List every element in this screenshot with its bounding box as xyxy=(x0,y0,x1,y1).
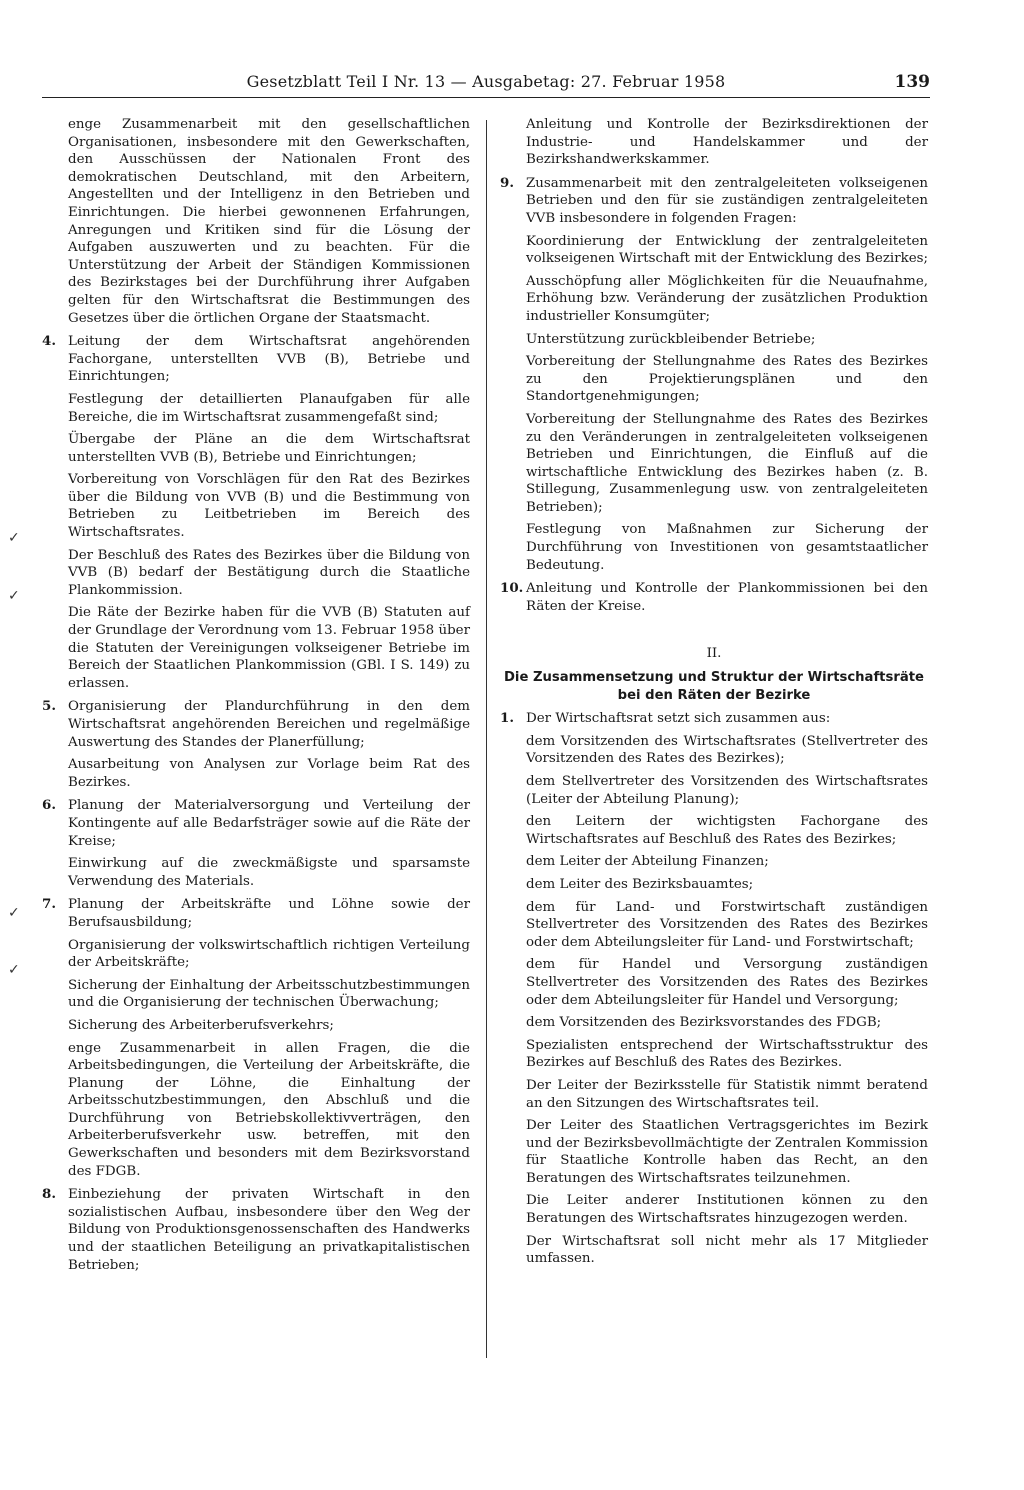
paragraph-text: Vorbereitung von Vorschlägen für den Rat des Bezirkes über die Bildung von VVB (B) und die Bestimmung von Betrieben zu Leitbetrieben im Bereich des Wirtschaftsrates. xyxy=(68,472,470,541)
paragraph-text: Anleitung und Kontrolle der Bezirksdirektionen der Industrie- und Handelskammer und der Bezirkshandwerkskammer. xyxy=(526,117,928,168)
paragraph-text: Festlegung der detaillierten Planaufgaben für alle Bereiche, die im Wirtschaftsrat zusammengefaßt sind; xyxy=(68,391,470,425)
item-number: 6. xyxy=(42,797,56,814)
paragraph-text: Der Beschluß des Rates des Bezirkes über die Bildung von VVB (B) bedarf der Bestätigung durch die Staatliche Plankommission. xyxy=(68,547,470,598)
paragraph-text: dem Leiter des Bezirksbauamtes; xyxy=(526,876,754,892)
left-intro-paragraph xyxy=(42,116,470,327)
right-column xyxy=(500,116,928,1274)
paragraph-text: dem für Handel und Versorgung zuständigen Stellvertreter des Vorsitzenden des Rates des Bezirkes oder dem Abteilungsleiter für Handel und Versorgung; xyxy=(526,957,928,1008)
paragraph-text: Einbeziehung der privaten Wirtschaft in den sozialistischen Aufbau, insbesondere über den Weg der Bildung von Produktionsgenossenschaften des Handwerks und der staatlichen Beteiligung an privatkapitalistischen Betrieben; xyxy=(68,1187,470,1273)
paragraph-text: dem Vorsitzenden des Bezirksvorstandes des FDGB; xyxy=(526,1015,882,1031)
page-header xyxy=(42,72,930,96)
paragraph-text: Zusammenarbeit mit den zentralgeleiteten volkseigenen Betrieben und den für sie zuständigen zentralgeleiteten VVB insbesondere in folgenden Fragen: xyxy=(526,175,928,226)
margin-check-mark: ✓ xyxy=(8,905,20,921)
list-item-7 xyxy=(42,896,470,1180)
item-number: 10. xyxy=(500,580,524,597)
item-number: 7. xyxy=(42,896,56,913)
paragraph-text: enge Zusammenarbeit in allen Fragen, die die Arbeitsbedingungen, die Verteilung der Arbeitskräfte, die Planung der Löhne, die Einhaltung der Arbeitsschutzbestimmungen, den Abschluß und die Durchführung von Betriebskollektivverträgen, den Arbeiterberufsverkehr usw. betreffen, mit den Gewerkschaften und besonders mit dem Bezirksvorstand des FDGB. xyxy=(68,1040,470,1179)
paragraph-text: Die Leiter anderer Institutionen können zu den Beratungen des Wirtschaftsrates hinzugezogen werden. xyxy=(526,1193,928,1227)
list-item-9 xyxy=(500,175,928,574)
list-item-1 xyxy=(500,710,928,1268)
paragraph-text: Planung der Arbeitskräfte und Löhne sowie der Berufsausbildung; xyxy=(68,897,470,930)
item-number: 4. xyxy=(42,333,56,350)
paragraph-text: Spezialisten entsprechend der Wirtschaftsstruktur des Bezirkes auf Beschluß des Rates des Bezirkes. xyxy=(526,1037,928,1071)
margin-check-mark: ✓ xyxy=(8,962,20,978)
paragraph-text: Übergabe der Pläne an die dem Wirtschaftsrat unterstellten VVB (B), Betriebe und Einrichtungen; xyxy=(68,432,470,465)
paragraph-text: Koordinierung der Entwicklung der zentralgeleiteten volkseigenen Wirtschaft mit der Entwicklung des Bezirkes; xyxy=(526,233,929,267)
paragraph-text: Planung der Materialversorgung und Verteilung der Kontingente auf alle Bedarfsträger sowie auf die Räte der Kreise; xyxy=(68,798,470,849)
paragraph-text: dem Leiter der Abteilung Finanzen; xyxy=(526,854,769,870)
paragraph-text: Ausarbeitung von Analysen zur Vorlage beim Rat des Bezirkes. xyxy=(68,757,470,790)
paragraph-text: Der Wirtschaftsrat setzt sich zusammen aus: xyxy=(526,711,831,727)
margin-check-mark: ✓ xyxy=(8,588,20,604)
paragraph-text: Organisierung der Plandurchführung in den dem Wirtschaftsrat angehörenden Bereichen und regelmäßige Auswertung des Standes der Planerfüllung; xyxy=(68,699,470,750)
header-rule xyxy=(42,97,930,98)
paragraph-text: Unterstützung zurückbleibender Betriebe; xyxy=(526,331,816,347)
section-number: II. xyxy=(706,646,722,662)
header-title: Gesetzblatt Teil I Nr. 13 — Ausgabetag: 27. Februar 1958 xyxy=(246,72,726,91)
paragraph-text: dem Stellvertreter des Vorsitzenden des Wirtschaftsrates (Leiter der Abteilung Planung); xyxy=(526,774,928,807)
page-number: 139 xyxy=(894,72,930,92)
column-divider xyxy=(486,120,487,1358)
paragraph-text: Sicherung der Einhaltung der Arbeitsschutzbestimmungen und die Organisierung der technischen Überwachung; xyxy=(68,977,470,1011)
paragraph-text: Einwirkung auf die zweckmäßigste und sparsamste Verwendung des Materials. xyxy=(68,856,470,889)
paragraph-text: Organisierung der volkswirtschaftlich richtigen Verteilung der Arbeitskräfte; xyxy=(68,937,470,971)
paragraph-text: Ausschöpfung aller Möglichkeiten für die Neuaufnahme, Erhöhung bzw. Veränderung der zusätzlichen Produktion industrieller Konsumgüter; xyxy=(526,273,928,324)
paragraph-text: dem Vorsitzenden des Wirtschaftsrates (Stellvertreter des Vorsitzenden des Rates des Bezirkes); xyxy=(526,733,928,767)
paragraph-text: Anleitung und Kontrolle der Plankommissionen bei den Räten der Kreise. xyxy=(526,581,928,614)
list-item-5 xyxy=(42,698,470,791)
left-column xyxy=(42,116,470,1280)
right-intro-paragraph xyxy=(500,116,928,169)
item-number: 5. xyxy=(42,698,56,715)
paragraph-text: Vorbereitung der Stellungnahme des Rates des Bezirkes zu den Projektierungsplänen und den Standortgenehmigungen; xyxy=(526,354,928,405)
paragraph-text: dem für Land- und Forstwirtschaft zuständigen Stellvertreter des Vorsitzenden des Rates des Bezirkes oder dem Abteilungsleiter für Land- und Forstwirtschaft; xyxy=(526,899,928,950)
list-item-4 xyxy=(42,333,470,692)
item-number: 9. xyxy=(500,174,514,191)
section-heading: Die Zusammensetzung und Struktur der Wirtschaftsräte bei den Räten der Bezirke xyxy=(503,670,924,703)
margin-check-mark: ✓ xyxy=(8,530,20,546)
paragraph-text: Die Räte der Bezirke haben für die VVB (B) Statuten auf der Grundlage der Verordnung vom 13. Februar 1958 über die Statuten der Vereinigungen volkseigener Betriebe im Bereich der Staatlichen Plankommission (GBl. I S. 149) zu erlassen. xyxy=(68,605,470,691)
list-item-10 xyxy=(500,580,928,615)
paragraph-text: Festlegung von Maßnahmen zur Sicherung der Durchführung von Investitionen von gesamtstaatlicher Bedeutung. xyxy=(526,522,928,573)
paragraph-text: Der Wirtschaftsrat soll nicht mehr als 17 Mitglieder umfassen. xyxy=(526,1233,928,1267)
paragraph-text: Der Leiter des Staatlichen Vertragsgerichtes im Bezirk und der Bezirksbevollmächtigte der Zentralen Kommission für Staatliche Kontrolle haben das Recht, an den Beratungen des Wirtschaftsrates teilzunehmen. xyxy=(526,1118,928,1186)
paragraph-text: Leitung der dem Wirtschaftsrat angehörenden Fachorgane, unterstellten VVB (B), Betriebe und Einrichtungen; xyxy=(68,334,470,385)
paragraph-text: enge Zusammenarbeit mit den gesellschaftlichen Organisationen, insbesondere mit den Gewerkschaften, den Ausschüssen der Nationalen Front des demokratischen Deutschland, mit den Arbeitern, Angestellten und der Intelligenz in den Betrieben und Einrichtungen. Die hierbei gewonnenen Erfahrungen, Anregungen und Kritiken sind für die Lösung der Aufgaben auszuwerten und zu beachten. Für die Unterstützung der Arbeit der Ständigen Kommissionen des Bezirkstages bei der Durchführung ihrer Aufgaben gelten für den Wirtschaftsrat die Bestimmungen des Gesetzes über die örtlichen Organe der Staatsmacht. xyxy=(68,117,470,326)
paragraph-text: Vorbereitung der Stellungnahme des Rates des Bezirkes zu den Veränderungen in zentralgeleiteten volkseigenen Betrieben und Einrichtungen, die Einfluß auf die wirtschaftliche Entwicklung des Bezirkes haben (z. B. Stillegung, Zusammenlegung usw. von zentralgeleiteten Betrieben); xyxy=(526,411,928,515)
paragraph-text: Sicherung des Arbeiterberufsverkehrs; xyxy=(68,1017,334,1033)
list-item-8 xyxy=(42,1186,470,1274)
item-number: 1. xyxy=(500,710,514,727)
item-number: 8. xyxy=(42,1186,56,1203)
list-item-6 xyxy=(42,797,470,890)
paragraph-text: Der Leiter der Bezirksstelle für Statistik nimmt beratend an den Sitzungen des Wirtschaftsrates teil. xyxy=(526,1077,928,1111)
paragraph-text: den Leitern der wichtigsten Fachorgane des Wirtschaftsrates auf Beschluß des Rates des Bezirkes; xyxy=(526,814,928,847)
